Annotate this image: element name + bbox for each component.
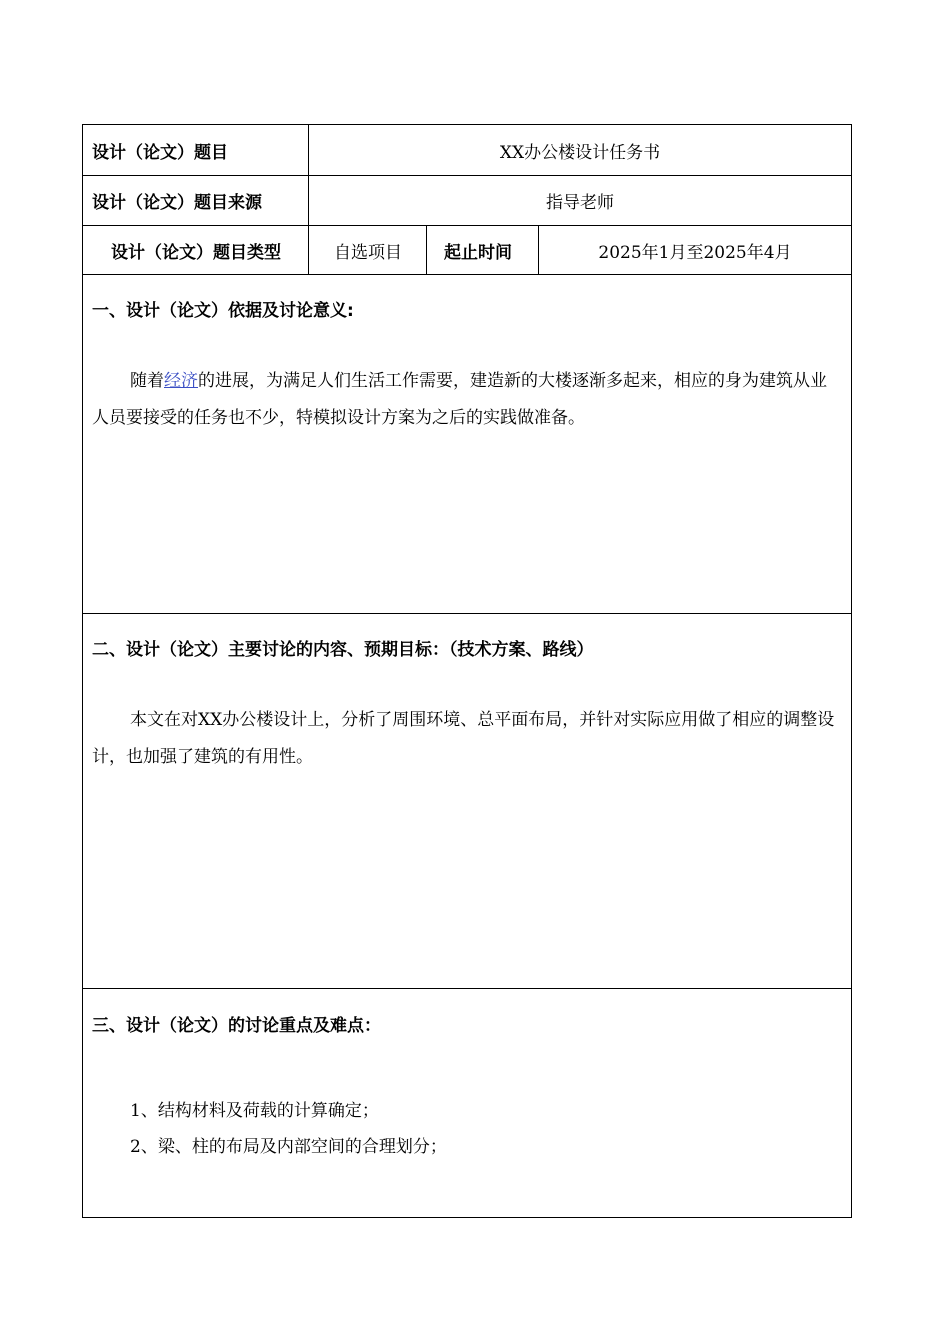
column-divider xyxy=(308,125,309,274)
section-basis-paragraph xyxy=(92,363,841,437)
list-item: 1、结构材料及荷载的计算确定； xyxy=(130,1101,379,1121)
paragraph-text: 随着 xyxy=(130,371,164,391)
section-basis xyxy=(83,275,851,613)
column-divider xyxy=(426,226,427,274)
section-difficulties-title: 三、设计（论文）的讨论重点及难点： xyxy=(92,1016,381,1036)
section-content-paragraph: 本文在对XX办公楼设计上，分析了周围环境、总平面布局，并针对实际应用做了相应的调整设计，也加强了建筑的有用性。 xyxy=(92,710,835,767)
topic-value: XX办公楼设计任务书 xyxy=(499,142,661,163)
source-label: 设计（论文）题目来源 xyxy=(92,193,262,213)
time-value: 2025年1月至2025年4月 xyxy=(598,242,792,263)
type-value: 自选项目 xyxy=(334,242,402,263)
column-divider xyxy=(538,226,539,274)
topic-label: 设计（论文）题目 xyxy=(92,142,228,163)
section-basis-title: 一、设计（论文）依据及讨论意义: xyxy=(92,301,354,321)
source-value: 指导老师 xyxy=(546,193,614,213)
type-label: 设计（论文）题目类型 xyxy=(111,242,281,263)
list-item: 2、梁、柱的布局及内部空间的合理划分； xyxy=(130,1137,447,1157)
time-label: 起止时间 xyxy=(444,242,512,263)
paragraph-text: 的进展，为满足人们生活工作需要，建造新的大楼逐渐多起来，相应的身为建筑从业人员要接受的任务也不少，特模拟设计方案为之后的实践做准备。 xyxy=(92,371,827,428)
section-difficulties xyxy=(83,989,851,1217)
economy-link[interactable]: 经济 xyxy=(164,371,198,391)
task-form-table xyxy=(82,124,852,1218)
section-content-title: 二、设计（论文）主要讨论的内容、预期目标：（技术方案、路线） xyxy=(92,640,594,660)
section-content xyxy=(83,614,851,988)
